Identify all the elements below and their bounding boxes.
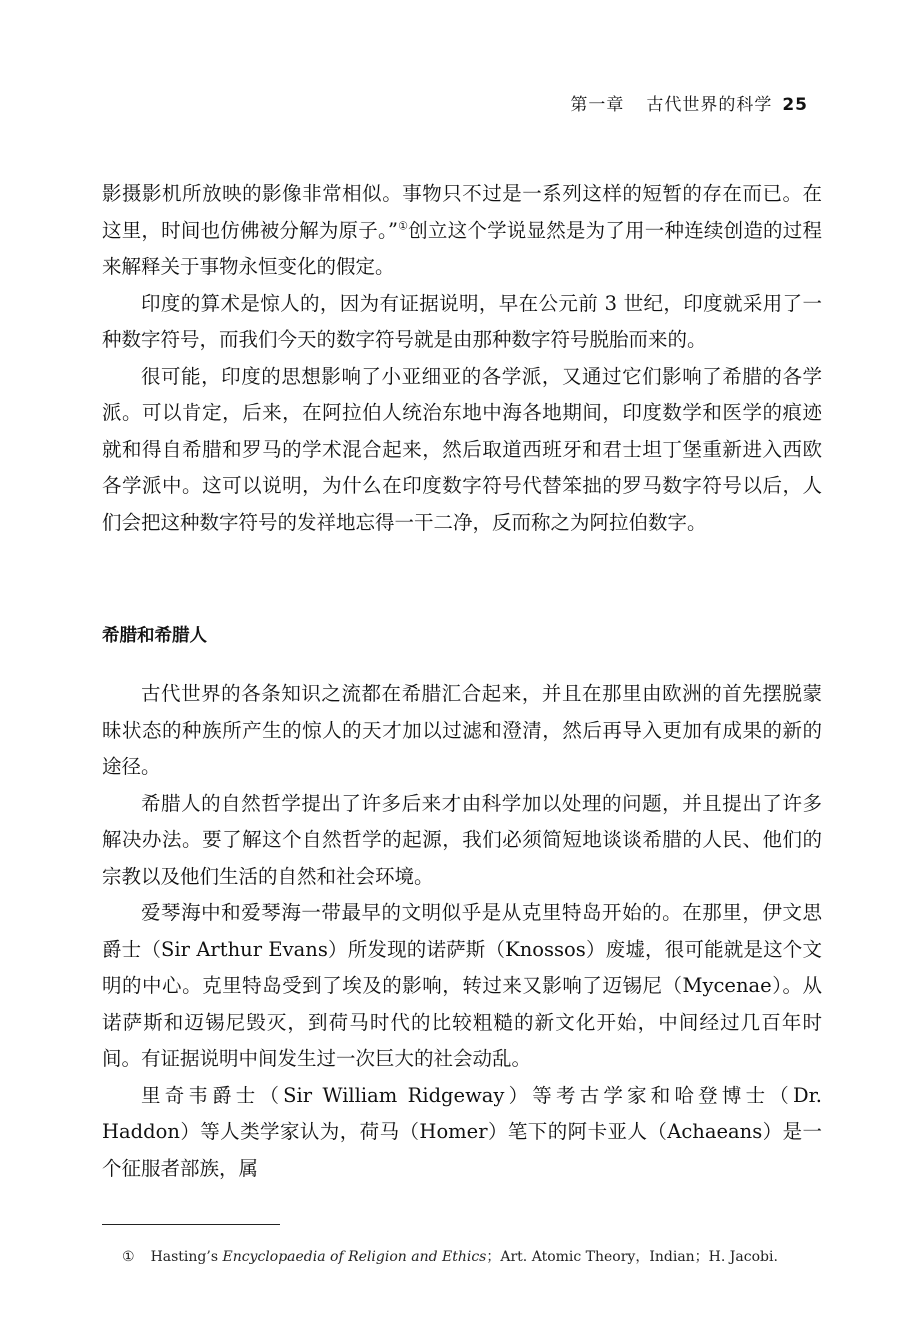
paragraph: 爱琴海中和爱琴海一带最早的文明似乎是从克里特岛开始的。在那里，伊文思爵士（Sir Arthur Evans）所发现的诺萨斯（Knossos）废墟，很可能就是这个文明的中心。克里特岛受到了埃及的影响，转过来又影响了迈锡尼（Mycenae）。从诺萨斯和迈锡尼毁灭，到荷马时代的比较粗糙的新文化开始，中间经过几百年时间。有证据说明中间发生过一次巨大的社会动乱。 — [102, 901, 822, 1070]
paragraph-continued — [102, 176, 822, 286]
paragraph-text: 创立这个学说显然是为了用一种连续创造的过程来解释关于事物永恒变化的假定。 — [102, 218, 822, 278]
paragraph: 印度的算术是惊人的，因为有证据说明，早在公元前 3 世纪，印度就采用了一种数字符号，而我们今天的数字符号就是由那种数字符号脱胎而来的。 — [102, 291, 822, 351]
footnote-prefix: Hasting’s — [150, 1249, 223, 1265]
body-text-bottom — [102, 676, 822, 1187]
body-text-top — [102, 176, 822, 541]
running-head — [570, 90, 808, 115]
footnote-divider — [102, 1224, 280, 1225]
footnote-suffix: ；Art. Atomic Theory，Indian；H. Jacobi. — [486, 1249, 778, 1265]
paragraph: 希腊人的自然哲学提出了许多后来才由科学加以处理的问题，并且提出了许多解决办法。要了解这个自然哲学的起源，我们必须简短地谈谈希腊的人民、他们的宗教以及他们生活的自然和社会环境。 — [102, 791, 822, 888]
chapter-title: 古代世界的科学 — [646, 95, 773, 115]
footnote-reference: ① — [397, 219, 409, 232]
page-number: 25 — [782, 95, 808, 115]
paragraph: 很可能，印度的思想影响了小亚细亚的各学派，又通过它们影响了希腊的各学派。可以肯定，后来，在阿拉伯人统治东地中海各地期间，印度数学和医学的痕迹就和得自希腊和罗马的学术混合起来，然后取道西班牙和君士坦丁堡重新进入西欧各学派中。这可以说明，为什么在印度数字符号代替笨拙的罗马数字符号以后，人们会把这种数字符号的发祥地忘得一干二净，反而称之为阿拉伯数字。 — [102, 364, 822, 534]
paragraph-text: 影摄影机所放映的影像非常相似。事物只不过是一系列这样的短暂的存在而已。在这里，时间也仿佛被分解为原子。” — [102, 182, 822, 242]
paragraph: 里奇韦爵士（Sir William Ridgeway）等考古学家和哈登博士（Dr. Haddon）等人类学家认为，荷马（Homer）笔下的阿卡亚人（Achaeans）是一个征服者部族，属 — [102, 1083, 822, 1180]
footnote-title: Encyclopaedia of Religion and Ethics — [222, 1249, 487, 1265]
paragraph: 古代世界的各条知识之流都在希腊汇合起来，并且在那里由欧洲的首先摆脱蒙昧状态的种族所产生的惊人的天才加以过滤和澄清，然后再导入更加有成果的新的途径。 — [102, 682, 822, 778]
footnote-mark: ① — [122, 1249, 135, 1265]
section-heading: 希腊和希腊人 — [102, 626, 207, 646]
chapter-label: 第一章 — [570, 95, 625, 115]
footnote — [122, 1246, 778, 1266]
